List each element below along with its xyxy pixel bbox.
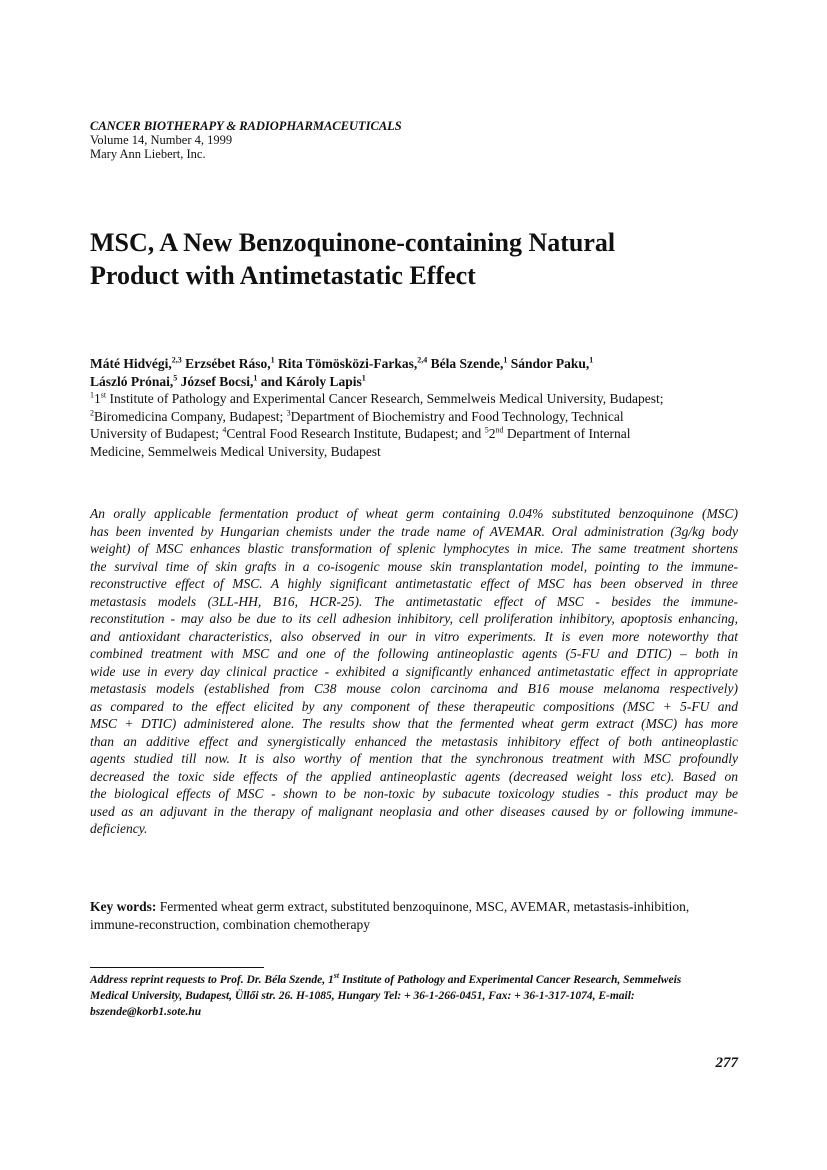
author: Béla Szende, bbox=[427, 356, 504, 371]
publisher: Mary Ann Liebert, Inc. bbox=[90, 147, 206, 161]
abstract-line: reconstitution - may also be due to its cell adhesion inhibitory, cell proliferation inhibitory, apoptosis enhancing, bbox=[90, 611, 738, 626]
abstract bbox=[90, 505, 738, 838]
affil-sup: 2,4 bbox=[417, 355, 428, 365]
affil-sup: 1 bbox=[270, 355, 275, 365]
author: László Prónai, bbox=[90, 373, 174, 389]
author: József Bocsi, bbox=[177, 373, 254, 389]
footnote-line: Medical University, Budapest, Üllői str. 26. H-1085, Hungary Tel: + 36-1-266-0451, Fax: + 36-1-317-1074, E-mail: bbox=[90, 990, 635, 1002]
affil-text: Central Food Research Institute, Budapest; and bbox=[226, 426, 485, 441]
affil-sup: 2 bbox=[90, 408, 94, 417]
author-line bbox=[90, 355, 738, 373]
affil-text: Biromedicina Company, Budapest; bbox=[94, 408, 287, 424]
abstract-line: decreased the toxic side effects of the applied antineoplastic agents (decreased weight loss etc). Based on bbox=[90, 768, 738, 784]
affil-sup: nd bbox=[495, 425, 504, 435]
journal-header bbox=[90, 119, 738, 161]
affil-text: Institute of Pathology and Experimental Cancer Research, Semmelweis Medical University, Budapest; bbox=[106, 391, 664, 406]
page-number: 277 bbox=[715, 1055, 738, 1071]
abstract-line: weight) of MSC enhances blastic transformation of splenic lymphocytes in mice. The same treatment shortens bbox=[90, 541, 738, 556]
abstract-line: metastasis models (established from C38 mouse colon carcinoma and B16 mouse melanoma respectively) bbox=[90, 681, 738, 696]
affiliation-line bbox=[90, 408, 738, 426]
affil-sup: 1 bbox=[503, 355, 508, 365]
affil-sup: 5 bbox=[173, 373, 178, 382]
footnote-divider bbox=[90, 967, 264, 968]
affil-sup: 5 bbox=[484, 425, 489, 435]
affil-text: Department of Biochemistry and Food Technology, Technical bbox=[290, 408, 624, 424]
author: Erzsébet Ráso, bbox=[181, 356, 271, 371]
affil-sup: 2,3 bbox=[171, 355, 182, 365]
footnote-sup: st bbox=[333, 971, 340, 981]
keywords bbox=[90, 898, 738, 933]
affil-text: 1 bbox=[94, 391, 101, 406]
abstract-line: wide use in every day clinical practice - exhibited a significantly enhanced antimetastatic effect in appropriate bbox=[90, 663, 738, 679]
affil-text: Department of Internal bbox=[503, 426, 631, 441]
affil-text: University of Budapest; bbox=[90, 426, 223, 441]
affiliation-line: Medicine, Semmelweis Medical University, Budapest bbox=[90, 443, 381, 459]
abstract-line: and antioxidant characteristics, also observed in our in vitro experiments. It is even more noteworthy that bbox=[90, 628, 738, 644]
abstract-line: reconstructive effect of MSC. A highly significant antimetastatic effect of MSC has been observed in three bbox=[90, 576, 738, 591]
abstract-line: An orally applicable fermentation product of wheat germ containing 0.04% substituted benzoquinone (MSC) bbox=[90, 506, 738, 521]
paper-title bbox=[90, 226, 738, 292]
footnote-text: Institute of Pathology and Experimental Cancer Research, Semmelweis bbox=[339, 974, 682, 986]
abstract-line: combined treatment with MSC and one of the following antineoplastic agents (5-FU and DTIC) – both in bbox=[90, 646, 738, 661]
abstract-line: agents studied till now. It is also worthy of mention that the synchronous treatment with MSC profoundly bbox=[90, 751, 738, 766]
abstract-line: the biological effects of MSC - shown to be non-toxic by subacute toxicology studies - this product may be bbox=[90, 786, 738, 801]
affiliation-line bbox=[90, 390, 738, 408]
author-line bbox=[90, 373, 738, 391]
footnote-line bbox=[90, 972, 738, 988]
affil-text: 2 bbox=[488, 426, 496, 441]
author: and Károly Lapis bbox=[257, 373, 362, 389]
abstract-line: as compared to the effect elicited by any component of these therapeutic compositions (MSC + 5-FU and bbox=[90, 698, 738, 714]
affil-sup: 4 bbox=[222, 425, 227, 435]
footnote bbox=[90, 972, 738, 1020]
abstract-line: metastasis models (3LL-HH, B16, HCR-25). The antimetastatic effect of MSC - besides the immune- bbox=[90, 593, 738, 609]
affiliation-line bbox=[90, 425, 738, 443]
journal-volume: Volume 14, Number 4, 1999 bbox=[90, 133, 233, 147]
affil-sup: 1 bbox=[361, 373, 366, 382]
affil-sup: 1 bbox=[90, 390, 94, 400]
affil-sup: 3 bbox=[286, 408, 291, 417]
author: Rita Tömösközi-Farkas, bbox=[274, 356, 418, 371]
authors-block bbox=[90, 355, 738, 460]
keywords-text: Fermented wheat germ extract, substituted benzoquinone, MSC, AVEMAR, metastasis-inhibition, bbox=[156, 899, 690, 914]
title-line: Product with Antimetastatic Effect bbox=[90, 261, 476, 290]
author: Sándor Paku, bbox=[507, 356, 590, 371]
abstract-line: MSC + DTIC) administered alone. The results show that the fermented wheat germ extract (MSC) has more bbox=[90, 716, 738, 731]
keywords-text: immune-reconstruction, combination chemotherapy bbox=[90, 916, 371, 932]
affil-sup: 1 bbox=[253, 373, 258, 382]
keywords-label: Key words: bbox=[90, 899, 157, 914]
title-line: MSC, A New Benzoquinone-containing Natural bbox=[90, 228, 616, 257]
abstract-line: used as an adjuvant in the therapy of malignant neoplasia and other diseases caused by or following immune- bbox=[90, 803, 738, 819]
footnote-text: Address reprint requests to Prof. Dr. Béla Szende, 1 bbox=[90, 974, 334, 986]
author: Máté Hidvégi, bbox=[90, 356, 172, 371]
footnote-email[interactable]: bszende@korb1.sote.hu bbox=[90, 1006, 202, 1018]
journal-name: CANCER BIOTHERAPY & RADIOPHARMACEUTICALS bbox=[90, 119, 402, 133]
abstract-line: the survival time of skin grafts in a co-isogenic mouse skin transplantation model, pointing to the immune- bbox=[90, 558, 738, 574]
affil-sup: 1 bbox=[589, 355, 594, 365]
abstract-line: has been invented by Hungarian chemists under the trade name of AVEMAR. Oral administration (3g/kg body bbox=[90, 523, 738, 539]
abstract-line: than an additive effect and synergistically enhanced the metastasis inhibitory effect of both antineoplastic bbox=[90, 733, 738, 749]
abstract-line: deficiency. bbox=[90, 821, 148, 836]
affil-sup: st bbox=[100, 390, 107, 400]
